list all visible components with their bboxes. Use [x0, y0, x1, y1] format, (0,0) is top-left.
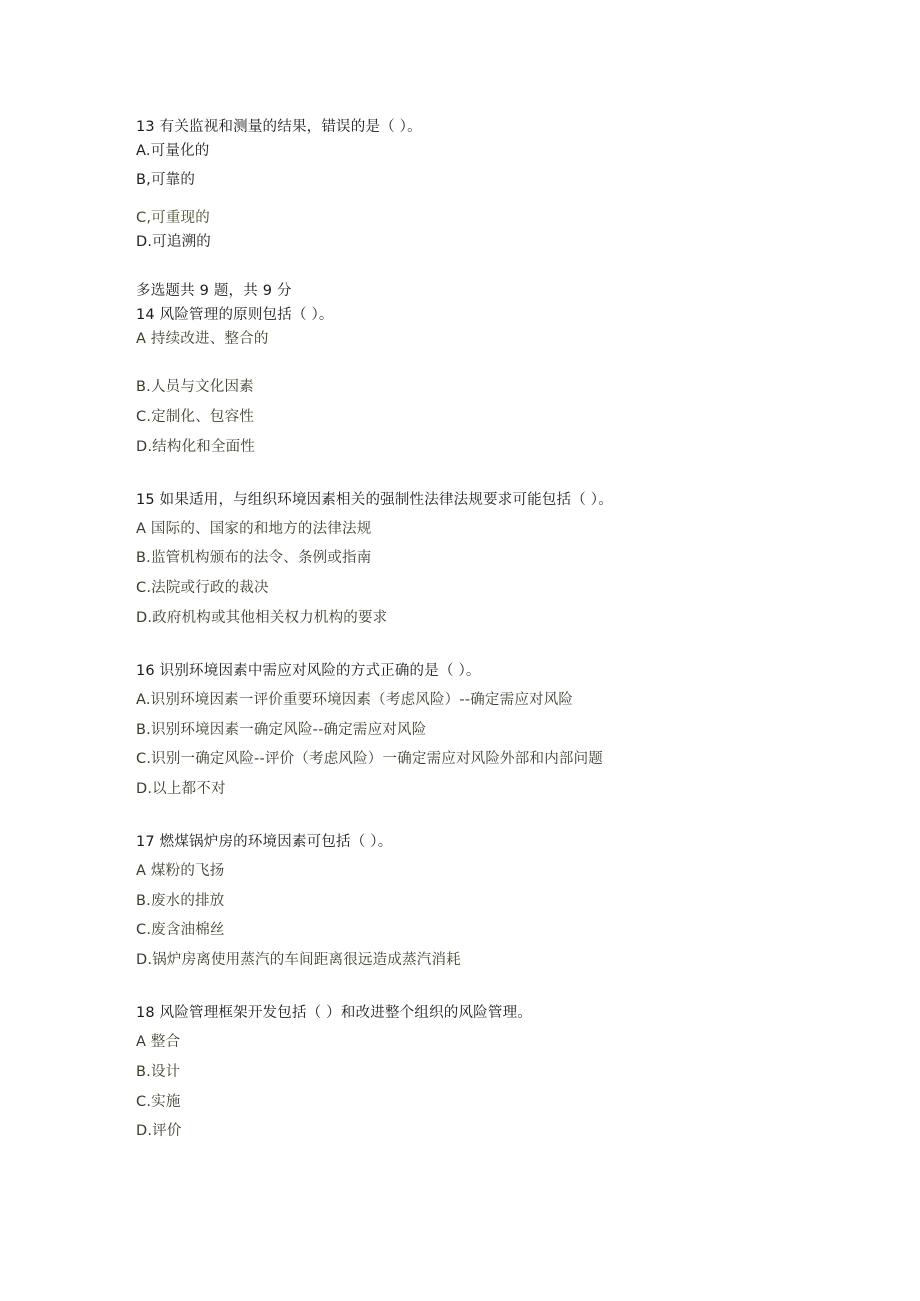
- question-17-option-b: B.废水的排放: [136, 893, 225, 909]
- question-16-option-d: D.以上都不对: [136, 781, 226, 797]
- question-17-option-d: D.锅炉房离使用蒸汽的车间距离很远造成蒸汽消耗: [136, 952, 461, 968]
- question-14-text: 14 风险管理的原则包括（ ）。: [136, 307, 334, 323]
- question-15-option-c: C.法院或行政的裁决: [136, 580, 269, 596]
- question-15-text: 15 如果适用，与组织环境因素相关的强制性法律法规要求可能包括（ ）。: [136, 492, 613, 508]
- question-14-option-b: B.人员与文化因素: [136, 379, 254, 395]
- question-13-option-a: A.可量化的: [136, 143, 210, 159]
- question-15-option-b: B.监管机构颁布的法令、条例或指南: [136, 550, 372, 566]
- question-18-option-c: C.实施: [136, 1094, 181, 1110]
- question-18-option-b: B.设计: [136, 1064, 181, 1080]
- question-13-option-c: C,可重现的: [136, 210, 210, 226]
- question-18-text: 18 风险管理框架开发包括（ ）和改进整个组织的风险管理。: [136, 1005, 532, 1021]
- question-14-option-d: D.结构化和全面性: [136, 439, 256, 455]
- question-18-option-d: D.评价: [136, 1123, 182, 1139]
- question-17-option-a: A 煤粉的飞扬: [136, 863, 225, 879]
- question-17-text: 17 燃煤锅炉房的环境因素可包括（ ）。: [136, 834, 393, 850]
- section-heading-multiple-choice: 多选题共 9 题，共 9 分: [136, 283, 292, 299]
- question-16-text: 16 识别环境因素中需应对风险的方式正确的是（ ）。: [136, 663, 481, 679]
- question-14-option-a: A 持续改进、整合的: [136, 331, 269, 347]
- question-15-option-a: A 国际的、国家的和地方的法律法规: [136, 521, 372, 537]
- question-16-option-b: B.识别环境因素一确定风险--确定需应对风险: [136, 722, 427, 738]
- question-13-option-d: D.可追溯的: [136, 234, 211, 250]
- question-13-text: 13 有关监视和测量的结果，错误的是（ ）。: [136, 119, 422, 135]
- question-13-option-b: B,可靠的: [136, 172, 196, 188]
- question-17-option-c: C.废含油棉丝: [136, 922, 225, 938]
- question-16-option-a: A.识别环境因素一评价重要环境因素（考虑风险）--确定需应对风险: [136, 692, 574, 708]
- question-14-option-c: C.定制化、包容性: [136, 409, 255, 425]
- question-18-option-a: A 整合: [136, 1034, 181, 1050]
- question-15-option-d: D.政府机构或其他相关权力机构的要求: [136, 610, 388, 626]
- question-16-option-c: C.识别一确定风险--评价（考虑风险）一确定需应对风险外部和内部问题: [136, 751, 603, 767]
